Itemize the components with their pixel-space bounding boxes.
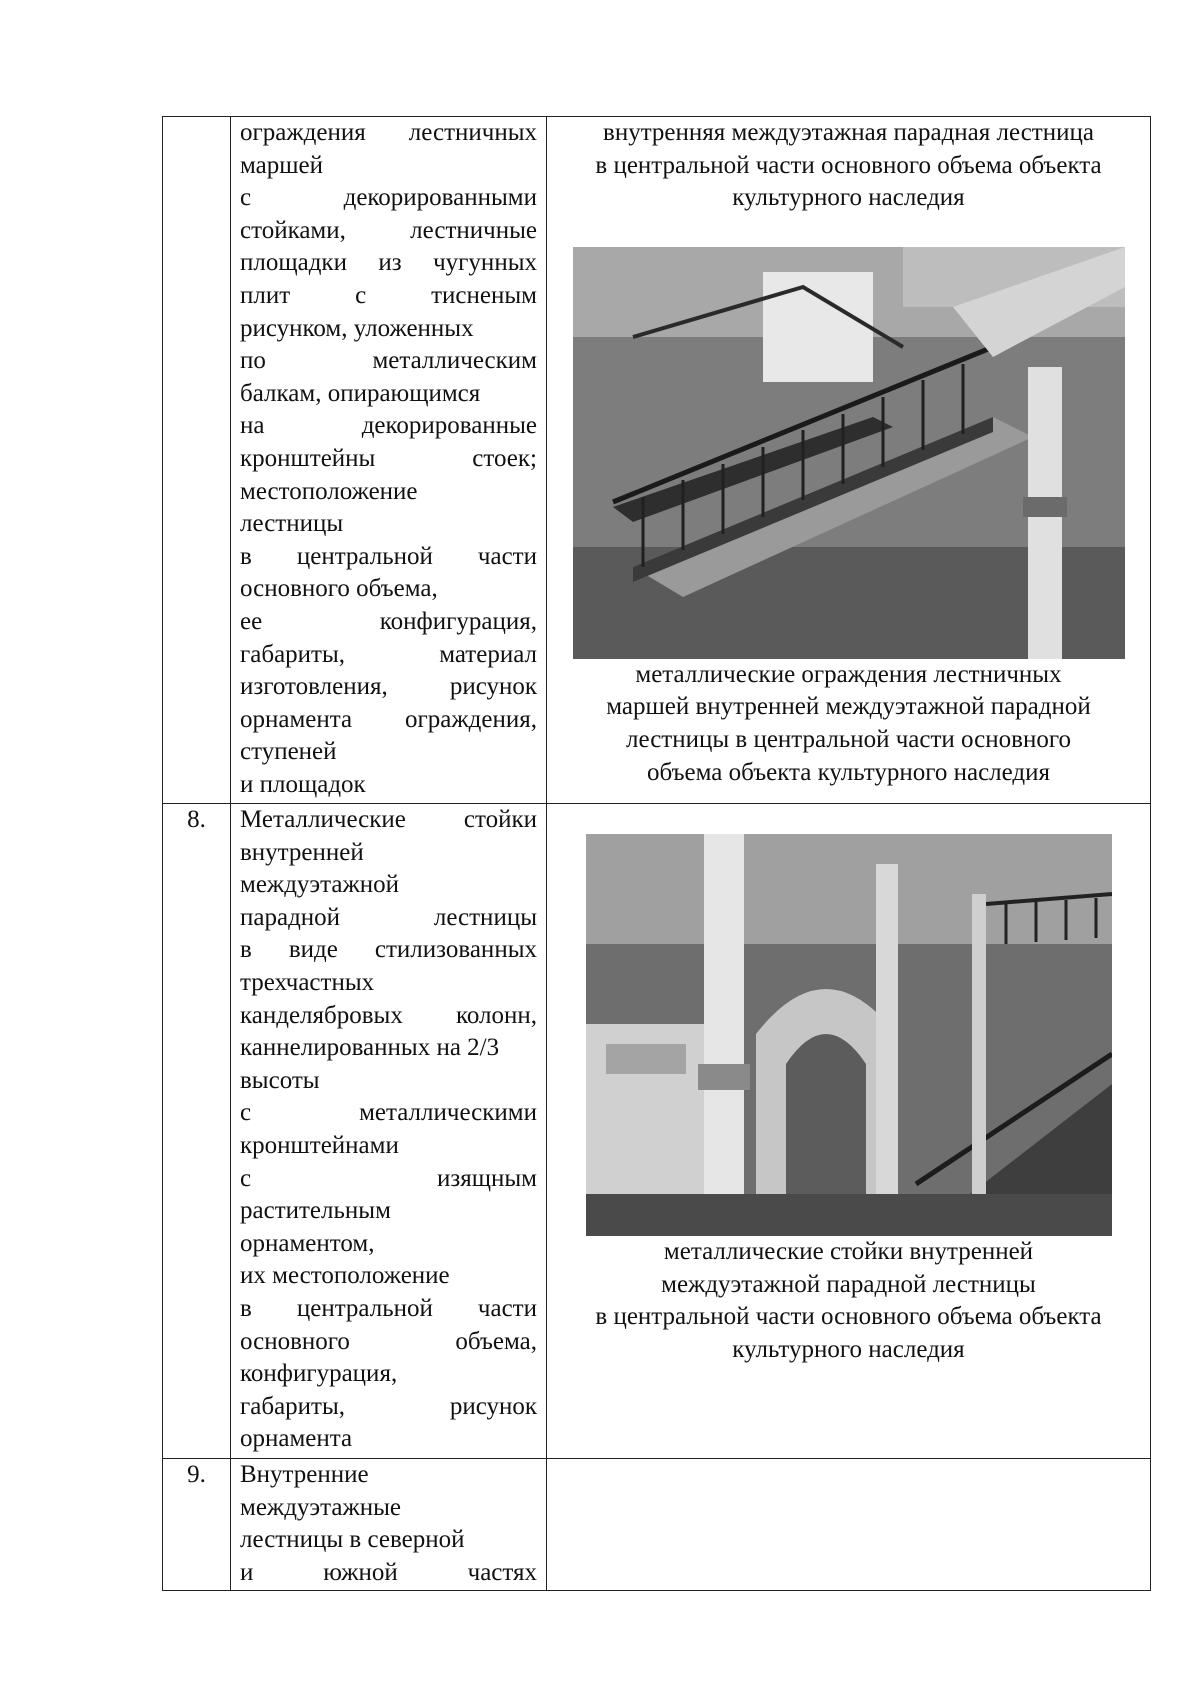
- description-line: и южной частях: [240, 1558, 537, 1586]
- photo-caption-bottom: маршей внутренней междуэтажной парадной: [606, 693, 1091, 721]
- staircase-columns-illustration: [586, 834, 1112, 1236]
- description-line: орнамента: [240, 1425, 353, 1453]
- row-number: 8.: [187, 806, 206, 833]
- illustration-cell: [547, 117, 1151, 804]
- description-line: по металлическим: [240, 347, 537, 375]
- description-line: рисунком, уложенных: [240, 314, 474, 342]
- description-line: лестницы в северной: [240, 1526, 465, 1554]
- row-number-cell: [163, 117, 231, 804]
- photo-caption-top: внутренняя междуэтажная парадная лестница: [603, 119, 1094, 146]
- description-line: трехчастных: [240, 968, 375, 996]
- row-number-cell: [163, 1459, 231, 1591]
- description-line: в центральной части: [240, 1294, 537, 1322]
- photo-caption-top: культурного наследия: [732, 184, 965, 212]
- photo-caption-bottom: междуэтажной парадной лестницы: [661, 1270, 1036, 1298]
- photo-caption-top: в центральной части основного объема объекта: [595, 151, 1102, 179]
- description-line: на декорированные: [240, 412, 537, 440]
- description-line: каннелированных на 2/3: [240, 1034, 500, 1062]
- description-line: кронштейнами: [240, 1131, 399, 1159]
- heritage-elements-table: [162, 116, 1151, 1591]
- description-line: плит с тисненым: [240, 281, 537, 309]
- description-line: орнамента ограждения,: [240, 705, 537, 733]
- description-line: с металлическими: [240, 1099, 537, 1127]
- description-line: растительным: [240, 1197, 391, 1225]
- photo-caption-bottom: металлические стойки внутренней: [663, 1238, 1034, 1265]
- staircase-railings-illustration: [573, 247, 1125, 659]
- description-line: площадки из чугунных: [240, 249, 537, 277]
- description-line: кронштейны стоек;: [240, 444, 537, 472]
- description-line: балкам, опирающимся: [240, 379, 481, 407]
- description-line: высоты: [240, 1066, 320, 1094]
- description-cell: [231, 117, 547, 804]
- description-line: конфигурация,: [240, 1360, 398, 1388]
- row-number: 9.: [187, 1461, 206, 1488]
- description-line: изготовления, рисунок: [240, 673, 537, 701]
- table-row: [163, 1459, 1151, 1591]
- illustration-cell: [547, 804, 1151, 1459]
- description-line: внутренней: [240, 838, 364, 866]
- description-line: Внутренние: [240, 1461, 369, 1488]
- description-line: ее конфигурация,: [240, 607, 537, 635]
- description-line: габариты, материал: [240, 640, 537, 668]
- description-line: в центральной части: [240, 542, 537, 570]
- photo-caption-bottom: лестницы в центральной части основного: [626, 725, 1071, 753]
- description-line: стойками, лестничные: [240, 216, 537, 244]
- photo-caption-bottom: металлические ограждения лестничных: [635, 660, 1062, 688]
- staircase-railings-photo: [573, 247, 1125, 659]
- photo-caption-bottom: в центральной части основного объема объекта: [595, 1303, 1102, 1331]
- description-cell: [231, 1459, 547, 1591]
- staircase-columns-photo: [586, 834, 1112, 1236]
- description-line: в виде стилизованных: [240, 936, 537, 964]
- description-line: канделябровых колонн,: [240, 1001, 537, 1029]
- description-line: орнаментом,: [240, 1229, 375, 1257]
- description-line: с декорированными: [240, 184, 537, 212]
- photo-caption-bottom: объема объекта культурного наследия: [646, 758, 1050, 786]
- description-line: междуэтажной: [240, 871, 399, 899]
- description-line: парадной лестницы: [240, 903, 537, 931]
- description-line: основного объема,: [240, 575, 438, 603]
- table-row: [163, 117, 1151, 804]
- description-line: лестницы: [240, 510, 344, 538]
- description-line: ограждения лестничных: [240, 119, 537, 146]
- description-line: основного объема,: [240, 1327, 537, 1355]
- description-line: местоположение: [240, 477, 418, 505]
- description-cell: [231, 804, 547, 1459]
- description-line: междуэтажные: [240, 1493, 402, 1521]
- illustration-cell: [547, 1459, 1151, 1591]
- row-number-cell: [163, 804, 231, 1459]
- description-line: Металлические стойки: [240, 806, 537, 833]
- description-line: и площадок: [240, 770, 366, 798]
- table-row: [163, 804, 1151, 1459]
- description-line: маршей: [240, 151, 323, 179]
- description-line: габариты, рисунок: [240, 1392, 537, 1420]
- description-line: с изящным: [240, 1164, 537, 1192]
- description-line: ступеней: [240, 738, 337, 766]
- description-line: их местоположение: [240, 1262, 450, 1290]
- photo-caption-bottom: культурного наследия: [732, 1335, 965, 1363]
